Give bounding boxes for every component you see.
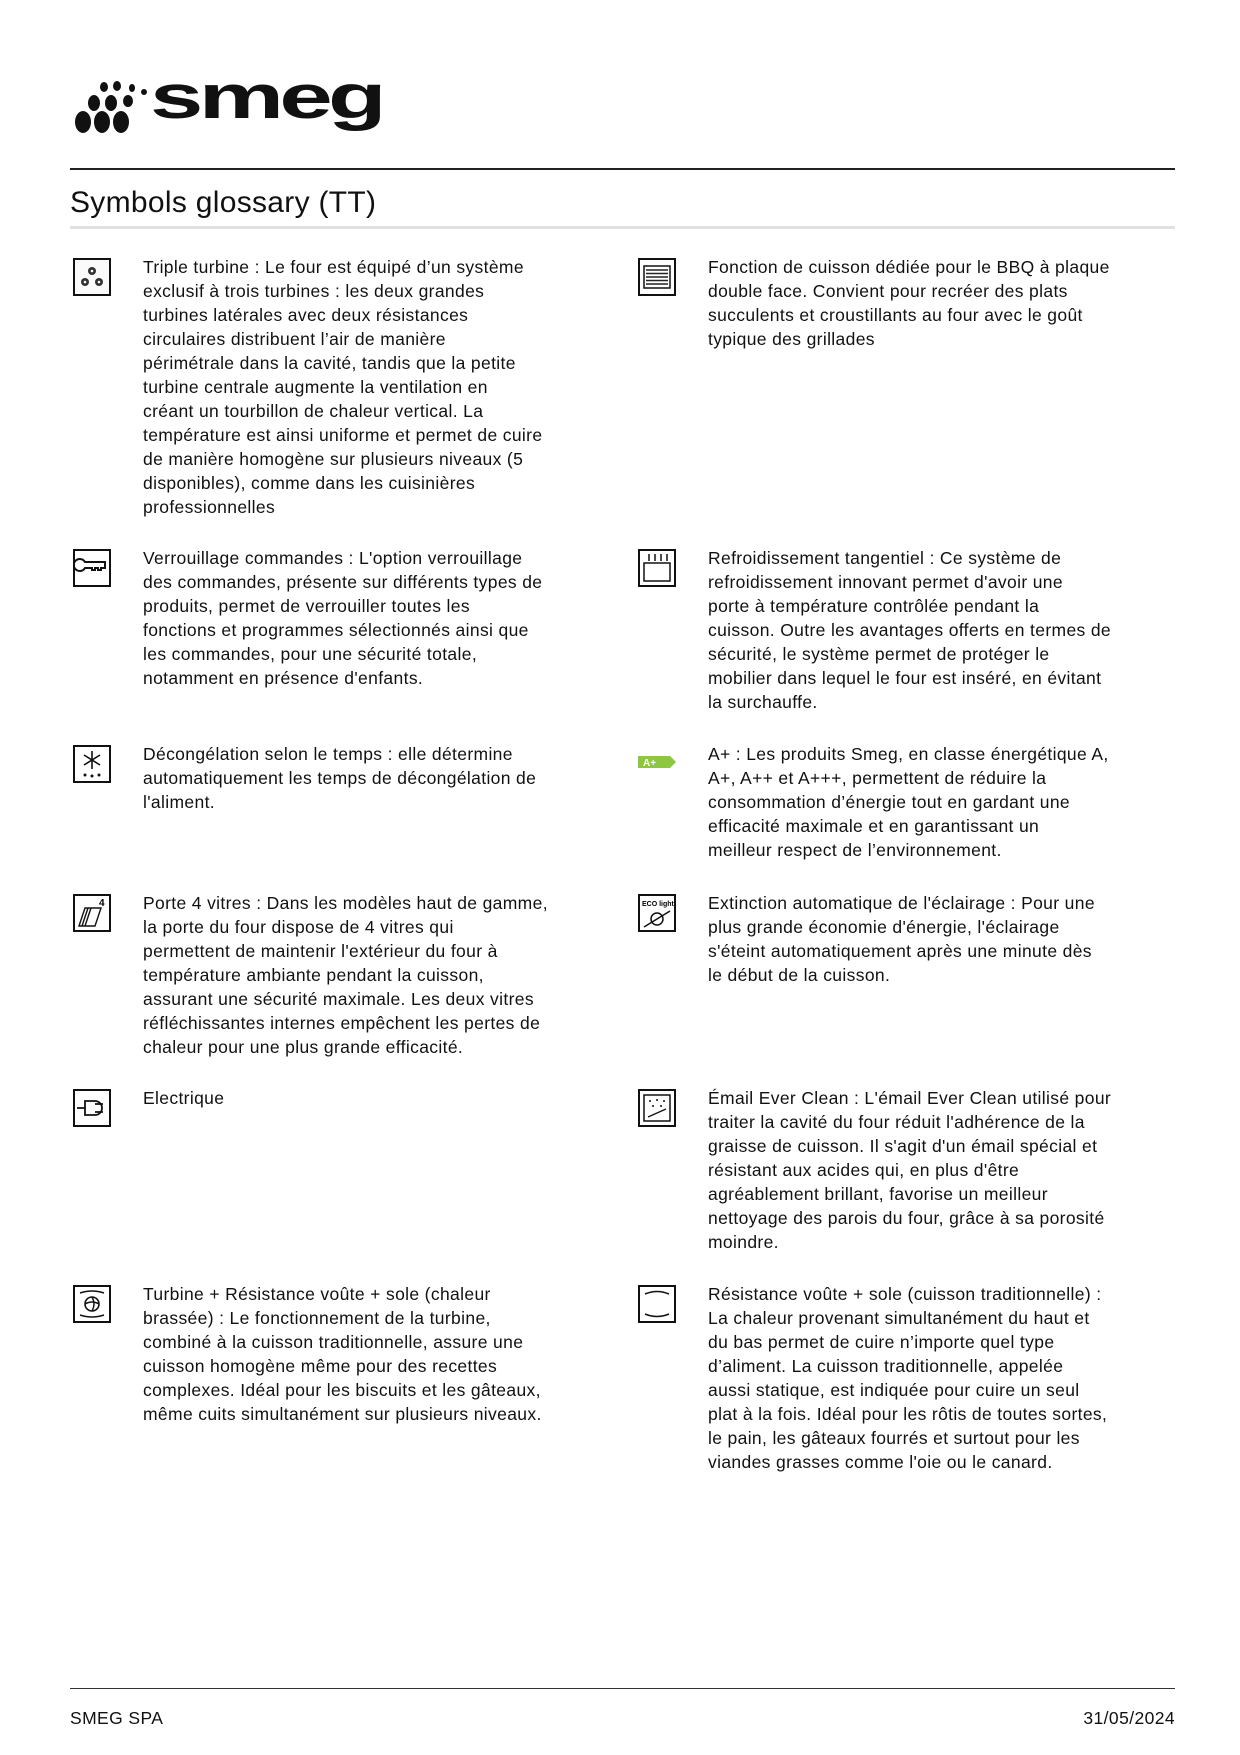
electric-plug-icon — [73, 1089, 111, 1127]
footer-company: SMEG SPA — [70, 1708, 164, 1728]
four-glass-door-icon — [73, 894, 111, 932]
triple-turbine-icon — [73, 258, 111, 296]
bbq-grill-plate-icon — [638, 258, 676, 296]
page-title: Symbols glossary (TT) — [70, 186, 377, 219]
footer-divider — [70, 1688, 1175, 1689]
entry-text: Fonction de cuisson dédiée pour le BBQ à plaque double face. Convient pour recréer des plats succulents et croustillants au four avec le goût typique des grillades — [708, 257, 1110, 349]
top-bottom-heat-icon — [638, 1285, 676, 1323]
entry-text: Émail Ever Clean : L'émail Ever Clean utilisé pour traiter la cavité du four réduit l'adhérence de la graisse de cuisson. Il s'agit d'un émail spécial et résistant aux acides qui, en plus d'être agréablement brillant, favorise un meilleur nettoyage des parois du four, grâce à sa porosité moindre. — [708, 1088, 1112, 1252]
header-divider — [70, 168, 1175, 170]
entry-text: Résistance voûte + sole (cuisson traditionnelle) : La chaleur provenant simultanément du haut et du bas permet de cuire n’importe quel type d’aliment. La cuisson traditionnelle, appelée aussi statique, est indiquée pour cuire un seul plat à la fois. Idéal pour les rôtis de toutes sortes, le pain, les gâteaux fourrés et surtout pour les viandes grasses comme l'oie ou le canard. — [708, 1284, 1108, 1472]
entry-text: Triple turbine : Le four est équipé d’un système exclusif à trois turbines : les deux grandes turbines latérales avec deux résistances circulaires distribuent l’air de manière périmétrale dans la cavité, tandis que la petite turbine centrale augmente la ventilation en créant un tourbillon de chaleur vertical. La température est ainsi uniforme et permet de cuire de manière homogène sur plusieurs niveaux (5 disponibles), comme dans les cuisinières professionnelles — [143, 257, 543, 517]
footer-date: 31/05/2024 — [1083, 1708, 1175, 1728]
tangential-cooling-icon — [638, 549, 676, 587]
svg-text:ECO light: ECO light — [642, 901, 674, 908]
entry-text: Extinction automatique de l'éclairage : Pour une plus grande économie d'énergie, l'éclairage s'éteint automatiquement après une minute dès le début de la cuisson. — [708, 893, 1095, 985]
smeg-logo — [74, 70, 384, 136]
svg-text:A+: A+ — [643, 758, 657, 769]
svg-text:4: 4 — [99, 898, 105, 909]
entry-text: Refroidissement tangentiel : Ce système de refroidissement innovant permet d'avoir une porte à température contrôlée pendant la cuisson. Outre les avantages offerts en termes de sécurité, le système permet de protéger le mobilier dans lequel le four est inséré, en évitant la surchauffe. — [708, 548, 1112, 712]
eco-light-icon — [638, 894, 676, 932]
defrost-time-icon — [73, 745, 111, 783]
ever-clean-enamel-icon — [638, 1089, 676, 1127]
entry-text: Porte 4 vitres : Dans les modèles haut de gamme, la porte du four dispose de 4 vitres qui permettent de maintenir l'extérieur du four à température ambiante pendant la cuisson, assurant une sécurité maximale. Les deux vitres réfléchissantes internes empêchent les pertes de chaleur pour une plus grande efficacité. — [143, 893, 548, 1057]
entry-text: Verrouillage commandes : L'option verrouillage des commandes, présente sur différents types de produits, permet de verrouiller toutes les fonctions et programmes sélectionnés ainsi que les commandes, pour une sécurité totale, notamment en présence d'enfants. — [143, 548, 543, 688]
entry-text: Electrique — [143, 1088, 225, 1108]
entry-text: A+ : Les produits Smeg, en classe énergétique A, A+, A++ et A+++, permettent de réduire la consommation d’énergie tout en gardant une efficacité maximale et en garantissant un meilleur respect de l’environnement. — [708, 744, 1109, 860]
title-divider — [70, 226, 1175, 229]
entry-text: Décongélation selon le temps : elle détermine automatiquement les temps de décongélation de l'aliment. — [143, 744, 537, 812]
energy-class-a-plus-icon — [638, 745, 676, 783]
fan-top-bottom-heat-icon — [73, 1285, 111, 1323]
key-lock-icon — [73, 549, 111, 587]
logo-wordmark: smeg — [150, 70, 382, 132]
entry-text: Turbine + Résistance voûte + sole (chaleur brassée) : Le fonctionnement de la turbine, combiné à la cuisson traditionnelle, assure une cuisson homogène même pour des recettes complexes. Idéal pour les biscuits et les gâteaux, même cuits simultanément sur plusieurs niveaux. — [143, 1284, 542, 1424]
